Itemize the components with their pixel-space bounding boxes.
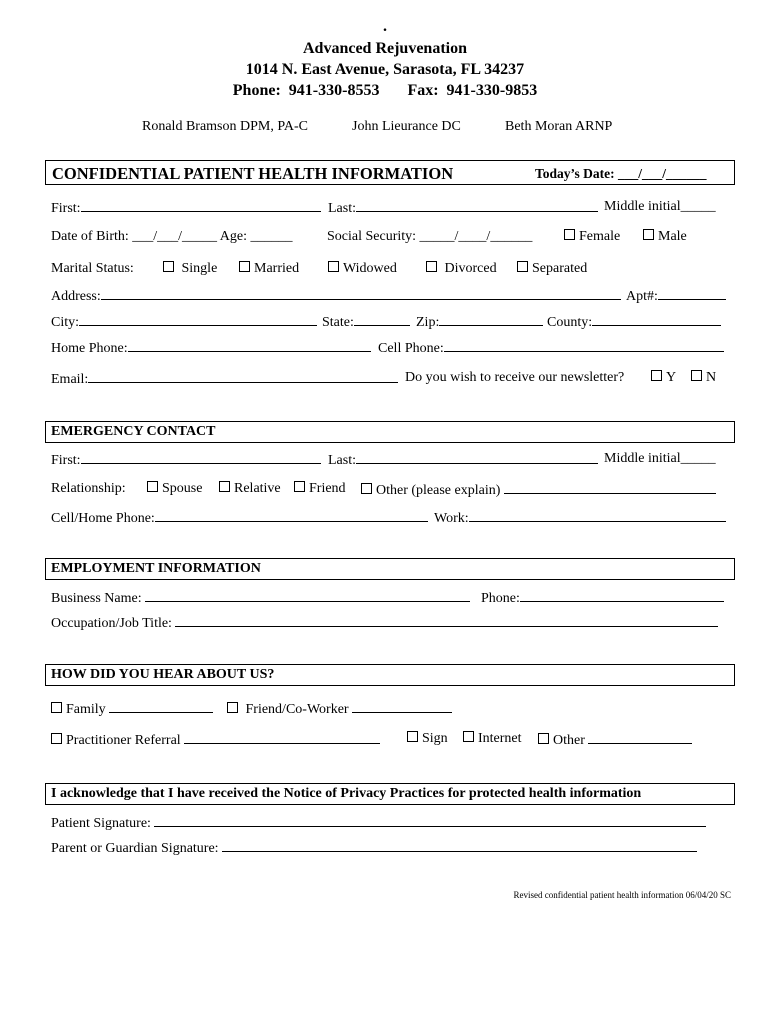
header-dot: .	[383, 18, 387, 35]
female-label: Female	[579, 229, 621, 244]
city-label: City:	[51, 315, 80, 330]
county-label: County:	[547, 315, 593, 330]
ssn-field[interactable]: Social Security: _____/____/______	[327, 229, 533, 244]
practitioner-referral-label: Practitioner Referral	[66, 733, 181, 748]
emergency-first-label: First:	[51, 453, 81, 468]
home-phone-label: Home Phone:	[51, 341, 128, 356]
family-checkbox[interactable]	[51, 702, 62, 713]
referral-section-header	[45, 664, 735, 686]
cell-home-phone-input[interactable]	[155, 509, 428, 522]
other-source-checkbox[interactable]	[538, 733, 549, 744]
dob-age-field[interactable]: Date of Birth: ___/___/_____ Age: ______	[51, 229, 293, 244]
other-source-label: Other	[553, 733, 585, 748]
spouse-label: Spouse	[162, 481, 203, 496]
email-input[interactable]	[88, 370, 398, 383]
emergency-phone-row	[51, 509, 732, 529]
cell-phone-label: Cell Phone:	[378, 341, 444, 356]
friend-checkbox[interactable]	[294, 481, 305, 492]
patient-section-title: CONFIDENTIAL PATIENT HEALTH INFORMATION	[52, 164, 454, 183]
email-row	[51, 370, 732, 390]
middle-initial-field[interactable]: Middle initial_____	[604, 199, 716, 214]
guardian-signature-input[interactable]	[222, 839, 697, 852]
relative-checkbox[interactable]	[219, 481, 230, 492]
married-label: Married	[254, 261, 300, 276]
acknowledgement-header	[45, 783, 735, 805]
practitioner-referral-input[interactable]	[184, 731, 380, 744]
business-phone-label: Phone:	[481, 591, 520, 606]
single-label: Single	[181, 261, 218, 276]
spouse-checkbox[interactable]	[147, 481, 158, 492]
apt-input[interactable]	[658, 287, 726, 300]
practice-name: Advanced Rejuvenation	[302, 40, 467, 57]
female-checkbox[interactable]	[564, 229, 575, 240]
referral-row-2	[51, 731, 732, 751]
friend-coworker-checkbox[interactable]	[227, 702, 238, 713]
emergency-section-title: EMERGENCY CONTACT	[51, 424, 216, 439]
newsletter-yes-label: Y	[666, 370, 677, 385]
other-source-input[interactable]	[588, 731, 692, 744]
provider-2: John Lieurance DC	[352, 119, 461, 134]
other-checkbox[interactable]	[361, 483, 372, 494]
sign-label: Sign	[422, 731, 448, 746]
male-label: Male	[658, 229, 687, 244]
family-input[interactable]	[109, 700, 213, 713]
newsletter-no-checkbox[interactable]	[691, 370, 702, 381]
married-checkbox[interactable]	[239, 261, 250, 272]
referral-section-title: HOW DID YOU HEAR ABOUT US?	[51, 667, 275, 682]
phone-row	[51, 339, 732, 359]
patient-name-row	[51, 199, 732, 219]
single-checkbox[interactable]	[163, 261, 174, 272]
address-input[interactable]	[101, 287, 621, 300]
patient-signature-label: Patient Signature:	[51, 816, 151, 831]
divorced-label: Divorced	[444, 261, 497, 276]
practice-address: 1014 N. East Avenue, Sarasota, FL 34237	[245, 61, 525, 78]
business-name-label: Business Name:	[51, 591, 142, 606]
last-name-label: Last:	[328, 201, 356, 216]
sign-checkbox[interactable]	[407, 731, 418, 742]
emergency-last-input[interactable]	[356, 451, 598, 464]
internet-checkbox[interactable]	[463, 731, 474, 742]
emergency-section-header	[45, 421, 735, 443]
state-label: State:	[322, 315, 354, 330]
city-row	[51, 313, 732, 333]
friend-coworker-label: Friend/Co-Worker	[245, 702, 349, 717]
county-input[interactable]	[592, 313, 721, 326]
employment-section-header	[45, 558, 735, 580]
practitioner-referral-checkbox[interactable]	[51, 733, 62, 744]
last-name-input[interactable]	[356, 199, 598, 212]
relationship-label: Relationship:	[51, 481, 126, 496]
work-phone-label: Work:	[434, 511, 469, 526]
todays-date-field[interactable]: Today’s Date: ___/___/______	[535, 166, 707, 181]
home-phone-input[interactable]	[128, 339, 371, 352]
state-input[interactable]	[354, 313, 410, 326]
address-row	[51, 287, 732, 307]
apt-label: Apt#:	[626, 289, 658, 304]
emergency-middle-initial-field[interactable]: Middle initial_____	[604, 451, 716, 466]
separated-label: Separated	[532, 261, 588, 276]
marital-row	[51, 261, 732, 281]
separated-checkbox[interactable]	[517, 261, 528, 272]
occupation-row	[51, 614, 732, 634]
divorced-checkbox[interactable]	[426, 261, 437, 272]
emergency-name-row	[51, 451, 732, 471]
employment-section-title: EMPLOYMENT INFORMATION	[51, 561, 261, 576]
work-phone-input[interactable]	[469, 509, 726, 522]
email-label: Email:	[51, 372, 89, 387]
occupation-input[interactable]	[175, 614, 718, 627]
newsletter-yes-checkbox[interactable]	[651, 370, 662, 381]
first-name-input[interactable]	[81, 199, 321, 212]
business-phone-input[interactable]	[520, 589, 724, 602]
internet-label: Internet	[478, 731, 522, 746]
patient-signature-input[interactable]	[154, 814, 706, 827]
other-label: Other (please explain)	[376, 483, 501, 498]
dob-row	[51, 229, 732, 249]
provider-1: Ronald Bramson DPM, PA-C	[142, 119, 308, 134]
widowed-label: Widowed	[343, 261, 397, 276]
guardian-signature-row	[51, 839, 732, 859]
business-name-input[interactable]	[145, 589, 470, 602]
business-row	[51, 589, 732, 609]
zip-label: Zip:	[416, 315, 440, 330]
marital-status-label: Marital Status:	[51, 261, 134, 276]
guardian-signature-label: Parent or Guardian Signature:	[51, 841, 219, 856]
patient-signature-row	[51, 814, 732, 834]
widowed-checkbox[interactable]	[328, 261, 339, 272]
city-input[interactable]	[79, 313, 317, 326]
friend-coworker-input[interactable]	[352, 700, 452, 713]
male-checkbox[interactable]	[643, 229, 654, 240]
relationship-row	[51, 481, 732, 501]
patient-section-header	[45, 160, 735, 185]
cell-home-phone-label: Cell/Home Phone:	[51, 511, 155, 526]
address-label: Address:	[51, 289, 101, 304]
acknowledgement-title: I acknowledge that I have received the Notice of Privacy Practices for protected health information	[51, 786, 642, 801]
cell-phone-input[interactable]	[444, 339, 724, 352]
emergency-first-input[interactable]	[81, 451, 321, 464]
newsletter-no-label: N	[706, 370, 717, 385]
revision-note: Revised confidential patient health information 06/04/20 SC	[513, 890, 731, 900]
relative-label: Relative	[234, 481, 281, 496]
emergency-last-label: Last:	[328, 453, 356, 468]
provider-3: Beth Moran ARNP	[505, 119, 613, 134]
first-name-label: First:	[51, 201, 81, 216]
family-label: Family	[66, 702, 106, 717]
other-explain-input[interactable]	[504, 481, 716, 494]
referral-row-1	[51, 700, 732, 720]
newsletter-question: Do you wish to receive our newsletter?	[405, 370, 625, 385]
friend-label: Friend	[309, 481, 346, 496]
occupation-label: Occupation/Job Title:	[51, 616, 172, 631]
zip-input[interactable]	[439, 313, 543, 326]
practice-phone-fax: Phone: 941-330-8553 Fax: 941-330-9853	[232, 82, 538, 99]
